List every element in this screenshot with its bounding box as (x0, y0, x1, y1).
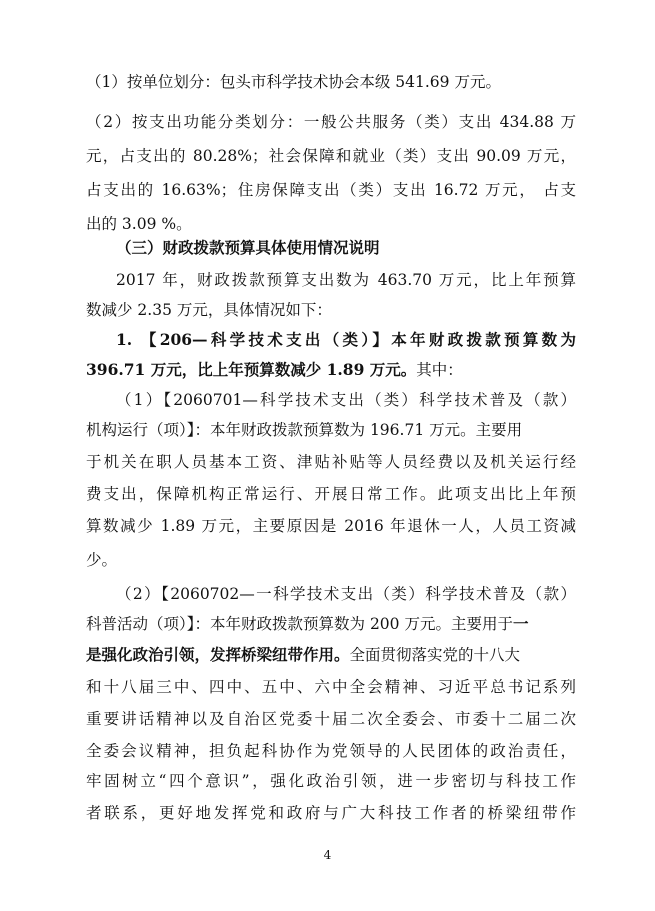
text-line: 重要讲话精神以及自治区党委十届二次全委会、市委十二届二次 (86, 710, 576, 728)
text-segment-bold: 是强化政治引领，发挥桥梁纽带作用。 (86, 645, 350, 664)
text-line: 全委会议精神，担负起科协作为党领导的人民团体的政治责任， (86, 742, 576, 760)
text-line: （2）【2060702—一科学技术支出（类）科学技术普及（款） (116, 585, 576, 603)
text-segment: 其中： (416, 361, 463, 379)
text-line (86, 420, 576, 440)
item-heading-continued: 396.71 万元，比上年预算数减少 1.89 万元。 (86, 360, 417, 379)
text-line: 元，占支出的 80.28%；社会保障和就业（类）支出 90.09 万元， (86, 147, 576, 165)
text-line: 少。 (86, 551, 118, 569)
text-line: 者联系，更好地发挥党和政府与广大科技工作者的桥梁纽带作 (86, 804, 576, 822)
text-line: （1）【2060701—科学技术支出（类）科学技术普及（款） (116, 391, 576, 409)
text-segment: 本年财政拨款预算数为 196.71 万元。主要用 (210, 421, 523, 439)
text-line: 出的 3.09 %。 (86, 215, 192, 233)
text-line: 2017 年，财政拨款预算支出数为 463.70 万元，比上年预算 (116, 271, 576, 289)
page-number: 4 (323, 848, 332, 862)
text-segment: 机构运行（项）】： (86, 421, 211, 439)
text-line: （2）按支出功能分类划分：一般公共服务（类）支出 434.88 万 (86, 113, 576, 131)
text-line: 数减少 2.35 万元，具体情况如下： (86, 301, 332, 319)
text-line: 和十八届三中、四中、五中、六中全会精神、习近平总书记系列 (86, 678, 576, 696)
text-segment-bold: 一 (512, 614, 529, 633)
section-heading: （三）财政拨款预算具体使用情况说明 (116, 238, 380, 257)
text-line (86, 360, 576, 380)
text-line (86, 645, 576, 665)
text-segment: 全面贯彻落实党的十八大 (349, 646, 521, 664)
text-line: 算数减少 1.89 万元，主要原因是 2016 年退休一人，人员工资减 (86, 517, 576, 535)
text-line: （1）按单位划分：包头市科学技术协会本级 541.69 万元。 (86, 73, 501, 91)
text-line: 占支出的 16.63%；住房保障支出（类）支出 16.72 万元， 占支 (86, 181, 576, 199)
text-line: 于机关在职人员基本工资、津贴补贴等人员经费以及机关运行经 (86, 453, 576, 471)
text-line (86, 614, 576, 634)
text-segment: 科普活动（项）】： (86, 615, 211, 633)
text-line: 牢固树立“四个意识”，强化政治引领，进一步密切与科技工作 (86, 772, 576, 790)
text-segment: 本年财政拨款预算数为 200 万元。主要用于 (210, 615, 513, 633)
item-heading: 1. 【206—科学技术支出（类）】本年财政拨款预算数为 (116, 330, 576, 349)
text-line: 费支出，保障机构正常运行、开展日常工作。此项支出比上年预 (86, 485, 576, 503)
